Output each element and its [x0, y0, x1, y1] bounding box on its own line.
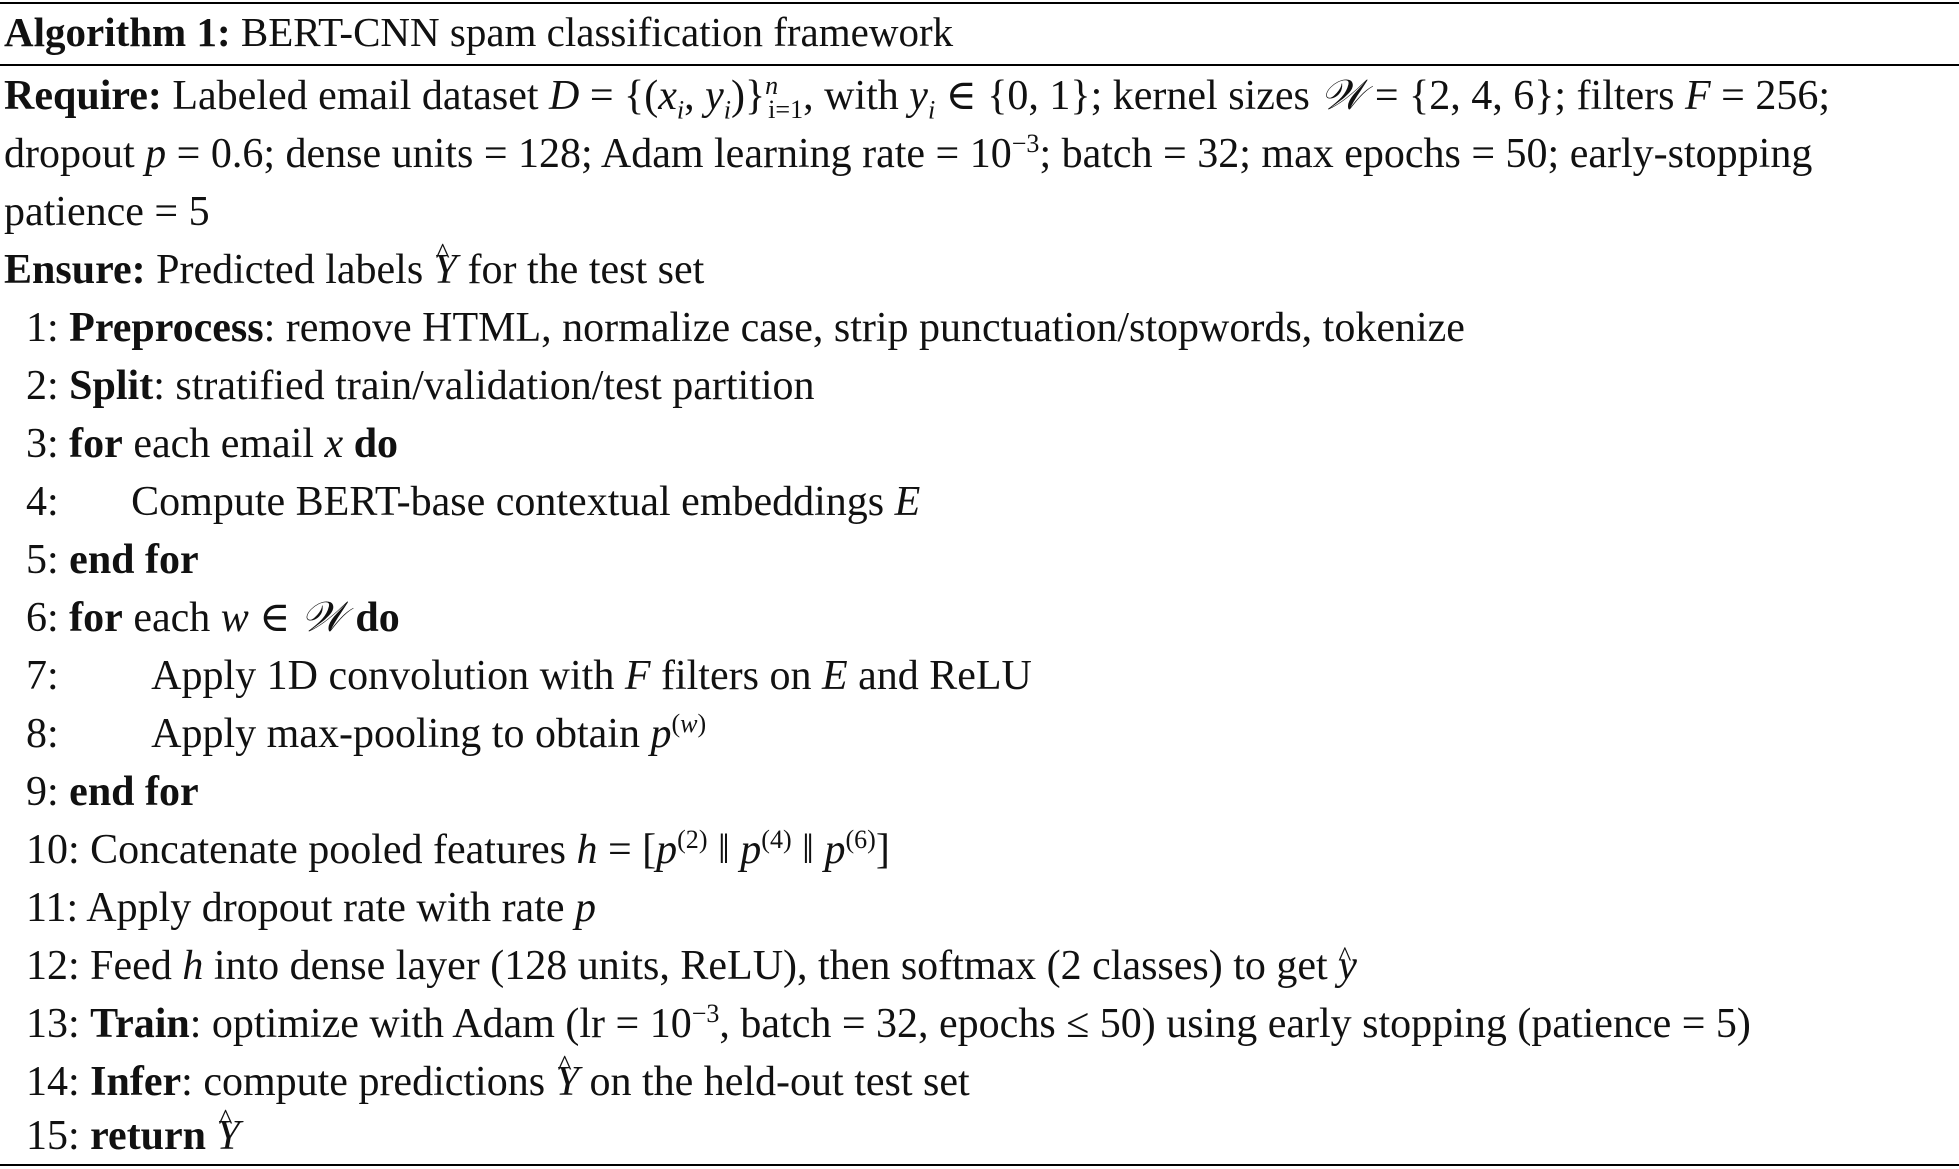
require-line-1: Require: Labeled email dataset $D = \{(x_i$, $y_i)\}^n_{i=1}$, with $y_i$ ∈ {0, 1}; kernel sizes 𝒲 = {2, 4, 6}; filters F = 256;	[4, 71, 1831, 125]
step-number: 11:	[26, 885, 79, 931]
step-number: 7:	[26, 653, 59, 699]
step-number: 8:	[26, 711, 59, 757]
algorithm-caption	[4, 4, 1959, 60]
step-number: 15:	[26, 1113, 80, 1159]
step-4: 4: Compute BERT-base contextual embeddings E	[26, 479, 921, 525]
step-13: 13: Train: optimize with Adam ($lr = 10^{-3}$, batch = 32, epochs ≤ 50) using early stopping (patience = 5)	[26, 999, 1751, 1047]
algorithm-title: BERT-CNN spam classification framework	[240, 9, 954, 55]
step-2: 2: Split: stratified train/validation/test partition	[26, 363, 815, 409]
step-6: 6: for each w ∈ 𝒲 do	[26, 595, 400, 641]
step-12: 12: Feed h into dense layer (128 units, ReLU), then softmax (2 classes) to get ^ y	[26, 938, 1959, 994]
algorithm-label: Algorithm 1:	[4, 9, 231, 55]
step-3: 3: for each email x do	[26, 421, 399, 467]
require-label: Require:	[4, 73, 162, 119]
step-9: 9: end for	[26, 769, 199, 815]
step-number: 3:	[26, 421, 59, 467]
step-number: 6:	[26, 595, 59, 641]
step-number: 13:	[26, 1001, 80, 1047]
step-number: 5:	[26, 537, 59, 583]
step-number: 4:	[26, 479, 59, 525]
caption-rule	[0, 64, 1959, 66]
ensure-label: Ensure:	[4, 247, 146, 293]
step-14: 14: Infer: compute predictions ^ Y on the held-out test set	[26, 1054, 1959, 1110]
bottom-rule	[0, 1164, 1959, 1166]
step-7: 7: Apply 1D convolution with F filters on E and ReLU	[26, 653, 1032, 699]
step-number: 2:	[26, 363, 59, 409]
step-8: 8: Apply max-pooling to obtain $p^{(w)}$	[26, 709, 707, 757]
step-5: 5: end for	[26, 537, 199, 583]
step-number: 1:	[26, 305, 59, 351]
ensure-line: Ensure: Predicted labels ^ Y for the test set	[4, 242, 1959, 298]
step-15: 15: return ^ Y	[26, 1108, 1959, 1164]
require-line-3: patience = 5	[4, 189, 210, 235]
require-line-2: dropout p = 0.6; dense units = 128; Adam learning rate = $10^{-3}$; batch = 32; max epochs = 50; early-stopping	[4, 129, 1813, 177]
step-number: 12:	[26, 943, 80, 989]
step-10: 10: Concatenate pooled features $h = [p^{(2)}$ ‖ $p^{(4)}$ ‖ $p^{(6)}$]	[26, 825, 890, 873]
step-1: 1: Preprocess: remove HTML, normalize case, strip punctuation/stopwords, tokenize	[26, 305, 1465, 351]
step-number: 9:	[26, 769, 59, 815]
step-11: 11: Apply dropout rate with rate p	[26, 885, 597, 931]
step-number: 10:	[26, 827, 80, 873]
step-number: 14:	[26, 1059, 80, 1105]
